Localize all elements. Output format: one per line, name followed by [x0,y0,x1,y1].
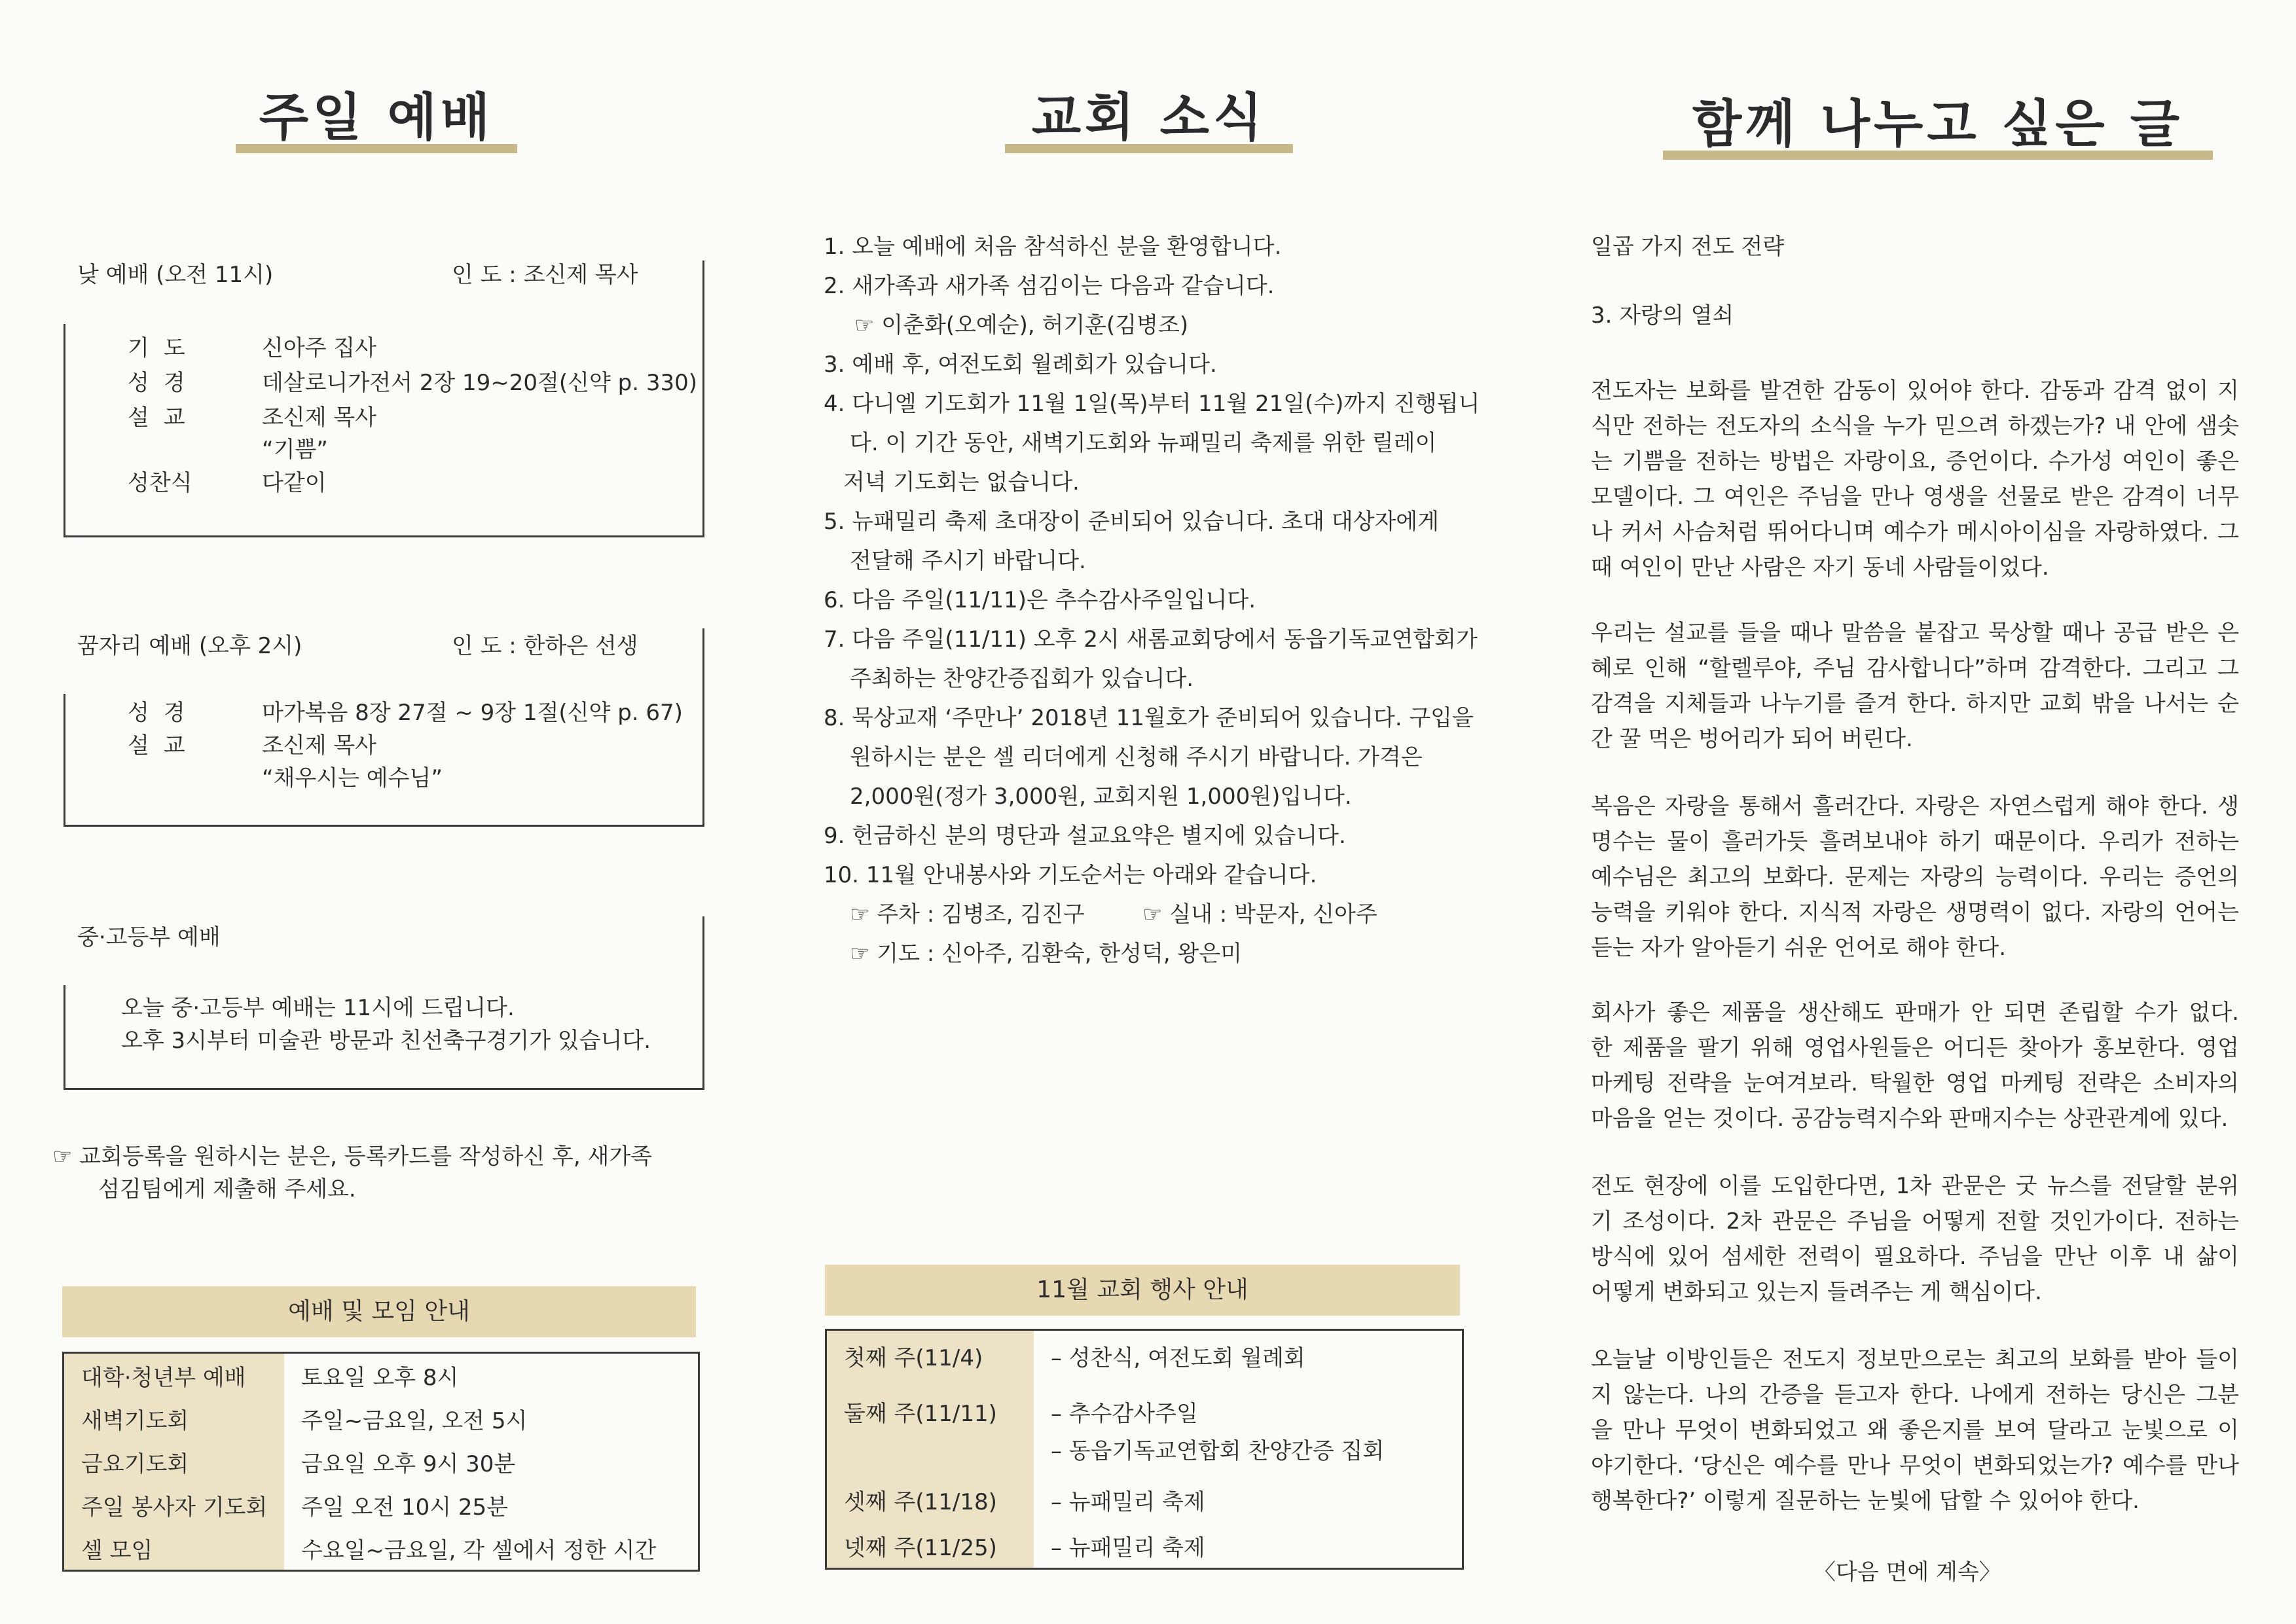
table-row [64,1526,698,1570]
youth-line: 오늘 중·고등부 예배는 11시에 드립니다. [121,995,515,1021]
kids-row-value: “채우시는 예수님” [262,765,443,791]
list-item: 저녁 기도회는 없습니다. [843,469,1080,496]
col2-title-block [1005,85,1293,151]
schedule-name: 금요기도회 [64,1440,284,1483]
list-item: 다. 이 기간 동안, 새벽기도회와 뉴패밀리 축제를 위한 릴레이 [850,430,1437,456]
text-line: 전도자는 보화를 발견한 감동이 있어야 한다. 감동과 감격 없이 지 [1591,378,2239,404]
day-row-label: 기도 [128,335,200,361]
schedule-name: 셀 모임 [64,1526,284,1570]
text-line: 능력을 키워야 한다. 지식적 자랑은 생명력이 없다. 자랑의 언어는 [1591,899,2239,926]
list-item: 원하시는 분은 셀 리더에게 신청해 주시기 바랍니다. 가격은 [850,744,1423,770]
kids-service-heading: 꿈자리 예배 (오후 2시) [77,633,302,659]
day-service-heading: 낮 예배 (오전 11시) [77,262,274,288]
text-line: 마케팅 전략을 눈여겨보라. 탁월한 영업 마케팅 전략은 소비자의 [1591,1070,2239,1096]
registration-note: 섬김팀에게 제출해 주세요. [98,1176,356,1202]
list-item: 10. 11월 안내봉사와 기도순서는 아래와 같습니다. [824,862,1317,888]
list-item: 1. 오늘 예배에 처음 참석하신 분을 환영합니다. [824,234,1282,260]
list-item: 2,000원(정가 3,000원, 교회지원 1,000원)입니다. [850,784,1352,810]
article-paragraph [1591,1168,2239,1310]
schedule-time: 토요일 오후 8시 [284,1354,698,1397]
text-line: 예수님은 최고의 보화다. 문제는 자랑의 능력이다. 우리는 증언의 [1591,864,2239,890]
text-line: 는 기쁨을 전하는 방법은 자랑이요, 증언이다. 수가성 여인이 좋은 [1591,448,2239,475]
list-item: ☞ 이춘화(오예순), 허기훈(김병조) [854,312,1189,338]
kids-service-leader: 인 도 : 한하은 선생 [452,633,638,659]
event-item: – 동읍기독교연합회 찬양간증 집회 [1051,1438,1385,1464]
article-section: 3. 자랑의 열쇠 [1591,302,1734,329]
event-item: – 성찬식, 여전도회 월례회 [1051,1345,1305,1371]
article-subtitle: 일곱 가지 전도 전략 [1591,234,1785,260]
day-row-label: 설교 [128,405,200,431]
col1-title: 주일 예배 [259,88,494,147]
article-paragraph [1591,373,2239,585]
article-paragraph [1591,995,2239,1136]
text-line: 나 커서 사슴처럼 뛰어다니며 예수가 메시아이심을 자랑하였다. 그 [1591,519,2239,545]
text-line: 듣는 자가 알아듣기 쉬운 언어로 해야 한다. [1591,935,2006,961]
schedule-time: 주일 오전 10시 25분 [284,1483,698,1526]
text-line: 전도 현장에 이를 도입한다면, 1차 관문은 굿 뉴스를 전달할 분위 [1591,1173,2239,1199]
schedule-title: 예배 및 모임 안내 [62,1286,696,1337]
col3-title: 함께 나누고 싶은 글 [1692,95,2184,154]
list-item: 5. 뉴패밀리 축제 초대장이 준비되어 있습니다. 초대 대상자에게 [824,509,1439,535]
table-row [64,1397,698,1440]
schedule-name: 대학·청년부 예배 [64,1354,284,1397]
day-row-label: 성경 [128,370,200,396]
list-item: ☞ 실내 : 박문자, 신아주 [1142,901,1377,928]
text-line: 을 만나 무엇이 변화되었고 왜 좋은지를 보여 달라고 눈빛으로 이 [1591,1417,2239,1443]
text-line: 행복한다?’ 이렇게 질문하는 눈빛에 답할 수 있어야 한다. [1591,1488,2140,1514]
text-line: 지 않는다. 나의 간증을 듣고자 한다. 나에게 전하는 당신은 그분 [1591,1382,2239,1408]
text-line: 회사가 좋은 제품을 생산해도 판매가 안 되면 존립할 수가 없다. [1591,1000,2239,1026]
col3-title-block [1656,92,2219,157]
event-week: 넷째 주(11/25) [844,1535,997,1561]
text-line: 어떻게 변화되고 있는지 들려주는 게 핵심이다. [1591,1279,2042,1305]
registration-note: ☞ 교회등록을 원하시는 분은, 등록카드를 작성하신 후, 새가족 [52,1144,653,1170]
text-line: 야기한다. ‘당신은 예수를 만나 무엇이 변화되었는가? 예수를 만나 [1591,1453,2239,1479]
table-row [64,1354,698,1397]
youth-line: 오후 3시부터 미술관 방문과 친선축구경기가 있습니다. [121,1028,651,1054]
day-service-leader: 인 도 : 조신제 목사 [452,262,638,288]
list-item: 주최하는 찬양간증집회가 있습니다. [850,666,1194,692]
day-row-label: 성찬식 [128,470,192,496]
schedule-name: 주일 봉사자 기도회 [64,1483,284,1526]
list-item: ☞ 주차 : 김병조, 김진구 [850,901,1085,928]
kids-row-label: 성경 [128,700,200,726]
text-line: 마음을 얻는 것이다. 공감능력지수와 판매지수는 상관관계에 있다. [1591,1106,2229,1132]
text-line: 우리는 설교를 들을 때나 말씀을 붙잡고 묵상할 때나 공급 받은 은 [1591,620,2239,646]
kids-row-label: 설교 [128,732,200,759]
schedule-table [62,1352,700,1572]
text-line: 명수는 물이 흘러가듯 흘려보내야 하기 때문이다. 우리가 전하는 [1591,829,2239,855]
schedule-time: 금요일 오후 9시 30분 [284,1440,698,1483]
list-item: 3. 예배 후, 여전도회 월례회가 있습니다. [824,352,1217,378]
text-line: 식만 전하는 전도자의 소식을 누가 믿으려 하겠는가? 내 안에 샘솟 [1591,413,2239,439]
event-week: 둘째 주(11/11) [844,1401,997,1427]
events-title: 11월 교회 행사 안내 [825,1265,1460,1316]
list-item: 8. 묵상교재 ‘주만나’ 2018년 11월호가 준비되어 있습니다. 구입을 [824,705,1474,731]
list-item: 9. 헌금하신 분의 명단과 설교요약은 별지에 있습니다. [824,823,1346,849]
schedule-name: 새벽기도회 [64,1397,284,1440]
day-row-value: 신아주 집사 [262,335,377,361]
col2-title: 교회 소식 [1031,88,1267,147]
event-week: 셋째 주(11/18) [844,1489,997,1515]
list-item: ☞ 기도 : 신아주, 김환숙, 한성덕, 왕은미 [850,941,1243,967]
list-item: 6. 다음 주일(11/11)은 추수감사주일입니다. [824,587,1256,613]
table-row [64,1440,698,1483]
schedule-time: 주일~금요일, 오전 5시 [284,1397,698,1440]
text-line: 한 제품을 팔기 위해 영업사원들은 어디든 찾아가 홍보한다. 영업 [1591,1035,2239,1061]
text-line: 오늘날 이방인들은 전도지 정보만으로는 최고의 보화를 받아 들이 [1591,1346,2239,1373]
text-line: 간 꿀 먹은 벙어리가 되어 버린다. [1591,726,1913,752]
day-row-value: “기쁨” [262,437,328,463]
event-item: – 추수감사주일 [1051,1401,1198,1427]
article-paragraph [1591,789,2239,965]
list-item: 7. 다음 주일(11/11) 오후 2시 새롬교회당에서 동읍기독교연합회가 [824,626,1478,653]
list-item: 전달해 주시기 바랍니다. [850,548,1086,574]
article-paragraph [1591,615,2239,757]
event-item: – 뉴패밀리 축제 [1051,1535,1205,1561]
table-row [64,1483,698,1526]
text-line: 복음은 자랑을 통해서 흘러간다. 자랑은 자연스럽게 해야 한다. 생 [1591,793,2239,820]
text-line: 방식에 있어 섬세한 전력이 필요하다. 주님을 만난 이후 내 삶이 [1591,1244,2239,1270]
day-row-value: 다같이 [262,470,327,496]
text-line: 감격을 지체들과 나누기를 즐겨 한다. 하지만 교회 밖을 나서는 순 [1591,691,2239,717]
continued-note: 〈다음 면에 계속〉 [1813,1559,2001,1585]
event-week: 첫째 주(11/4) [844,1345,983,1371]
list-item: 2. 새가족과 새가족 섬김이는 다음과 같습니다. [824,273,1275,299]
article-paragraph [1591,1342,2239,1519]
col1-title-block [236,85,537,151]
youth-service-heading: 중·고등부 예배 [77,924,221,950]
kids-row-value: 마가복음 8장 27절 ~ 9장 1절(신약 p. 67) [262,700,683,726]
day-row-value: 조신제 목사 [262,405,377,431]
text-line: 때 여인이 만난 사람은 자기 동네 사람들이었다. [1591,554,2049,581]
text-line: 혜로 인해 “할렐루야, 주님 감사합니다”하며 감격한다. 그리고 그 [1591,655,2239,681]
text-line: 기 조성이다. 2차 관문은 주님을 어떻게 전할 것인가이다. 전하는 [1591,1208,2239,1235]
day-row-value: 데살로니가전서 2장 19~20절(신약 p. 330) [262,370,697,396]
events-table [825,1329,1464,1570]
schedule-time: 수요일~금요일, 각 셀에서 정한 시간 [284,1526,698,1570]
list-item: 4. 다니엘 기도회가 11월 1일(목)부터 11월 21일(수)까지 진행됩니 [824,391,1480,417]
text-line: 모델이다. 그 여인은 주님을 만나 영생을 선물로 받은 감격이 너무 [1591,484,2239,510]
event-item: – 뉴패밀리 축제 [1051,1489,1205,1515]
kids-row-value: 조신제 목사 [262,732,377,759]
